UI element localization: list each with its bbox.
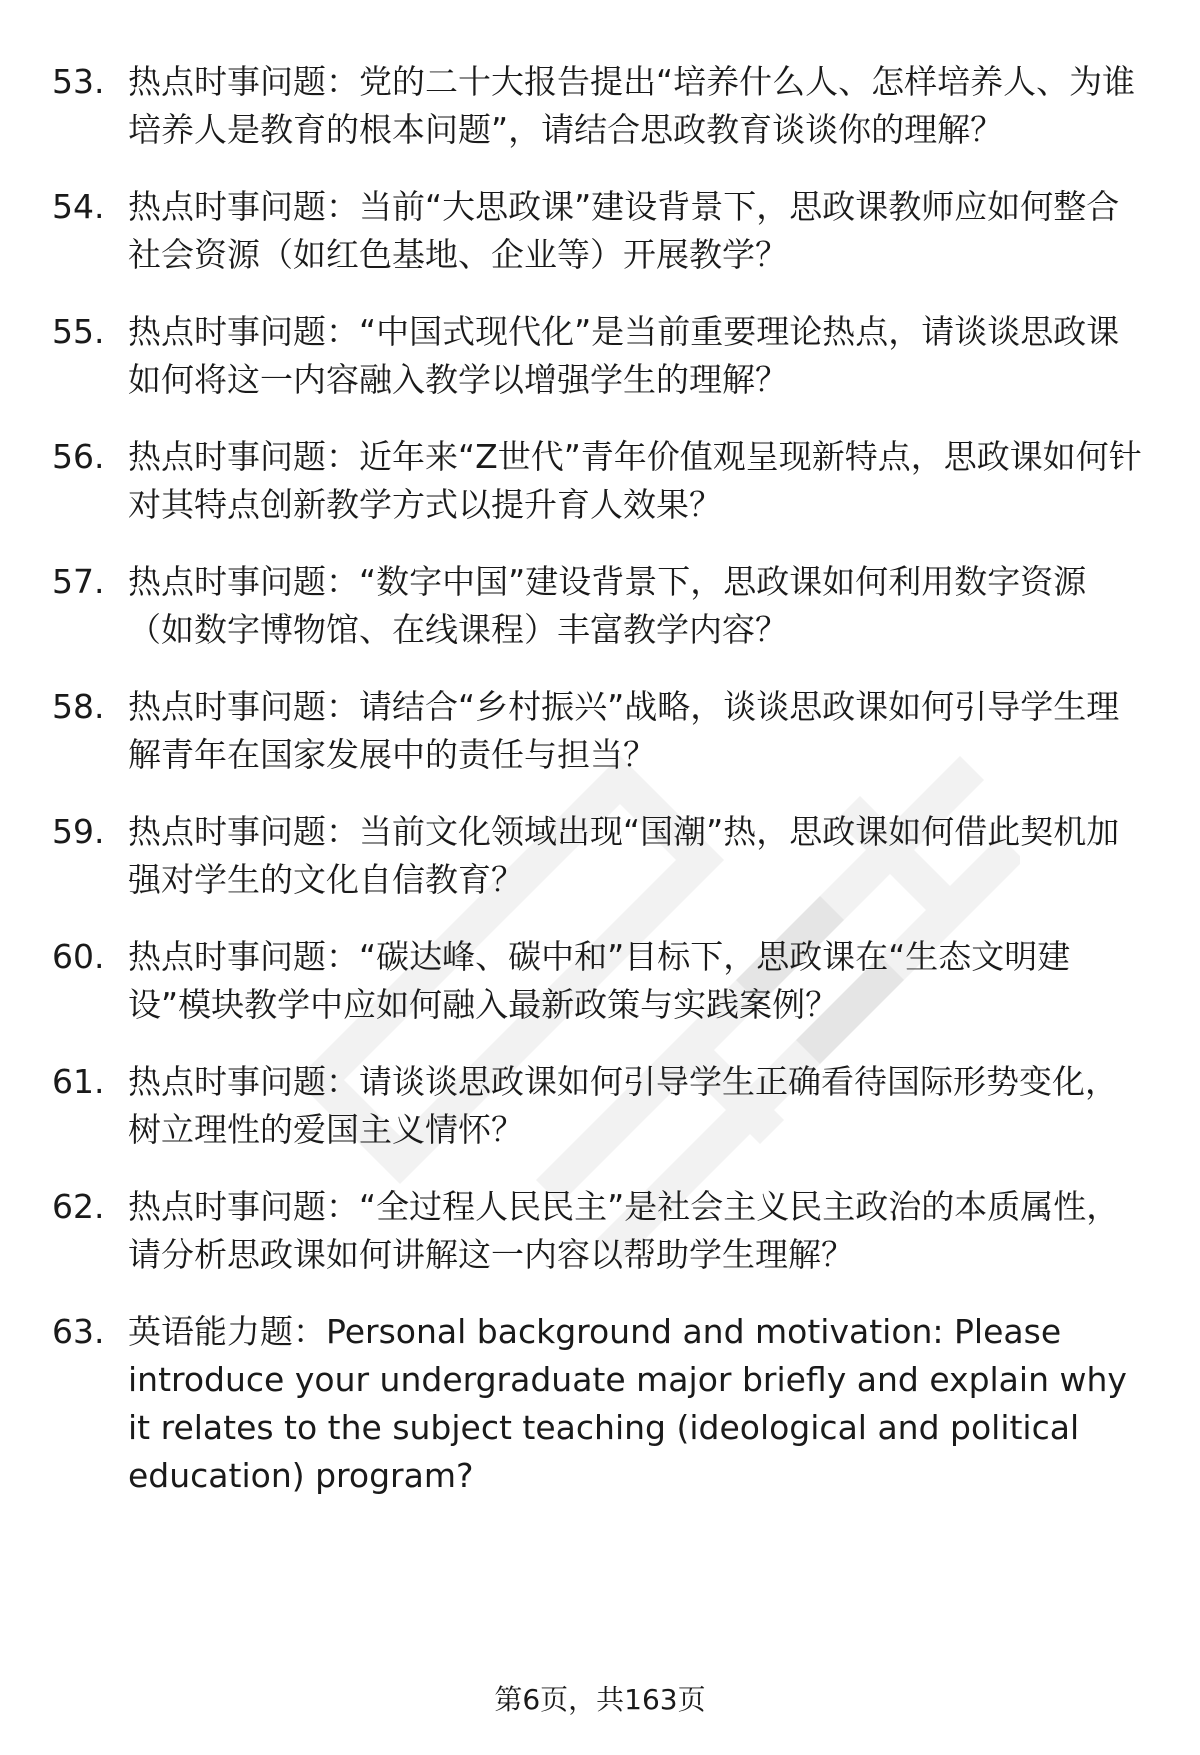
question-item <box>52 58 1142 154</box>
question-item <box>52 183 1142 279</box>
question-text: 热点时事问题：请谈谈思政课如何引导学生正确看待国际形势变化，树立理性的爱国主义情怀？ <box>128 1062 1118 1149</box>
question-item <box>52 1183 1142 1279</box>
question-item <box>52 1308 1142 1500</box>
question-item <box>52 433 1142 529</box>
question-number: 57. <box>52 562 105 601</box>
question-number: 59. <box>52 812 105 851</box>
question-list <box>52 58 1142 1529</box>
question-number: 56. <box>52 437 105 476</box>
question-item <box>52 1058 1142 1154</box>
question-text: 热点时事问题：“碳达峰、碳中和”目标下，思政课在“生态文明建设”模块教学中应如何融入最新政策与实践案例？ <box>128 937 1071 1024</box>
question-item <box>52 808 1142 904</box>
page-number-footer: 第6页，共163页 <box>494 1683 706 1716</box>
question-item <box>52 683 1142 779</box>
question-text: 热点时事问题：当前文化领域出现“国潮”热，思政课如何借此契机加强对学生的文化自信教育？ <box>128 812 1120 899</box>
question-text: 热点时事问题：近年来“Z世代”青年价值观呈现新特点，思政课如何针对其特点创新教学方式以提升育人效果？ <box>128 437 1142 524</box>
question-number: 54. <box>52 187 105 226</box>
question-text: 热点时事问题：“全过程人民民主”是社会主义民主政治的本质属性，请分析思政课如何讲解这一内容以帮助学生理解？ <box>128 1187 1120 1274</box>
question-text: 英语能力题：Personal background and motivation: Please introduce your undergraduate major briefly and explain why it relates to the subject teaching (ideological and political education) program? <box>128 1312 1127 1495</box>
question-item <box>52 933 1142 1029</box>
question-text: 热点时事问题：“数字中国”建设背景下，思政课如何利用数字资源（如数字博物馆、在线课程）丰富教学内容？ <box>128 562 1087 649</box>
question-item <box>52 308 1142 404</box>
question-text: 热点时事问题：当前“大思政课”建设背景下，思政课教师应如何整合社会资源（如红色基地、企业等）开展教学？ <box>128 187 1120 274</box>
question-number: 61. <box>52 1062 105 1101</box>
question-number: 55. <box>52 312 105 351</box>
question-text: 热点时事问题：党的二十大报告提出“培养什么人、怎样培养人、为谁培养人是教育的根本问题”，请结合思政教育谈谈你的理解？ <box>128 62 1136 149</box>
question-number: 58. <box>52 687 105 726</box>
question-item <box>52 558 1142 654</box>
question-number: 60. <box>52 937 105 976</box>
question-number: 62. <box>52 1187 105 1226</box>
question-text: 热点时事问题：请结合“乡村振兴”战略，谈谈思政课如何引导学生理解青年在国家发展中的责任与担当？ <box>128 687 1120 774</box>
question-number: 53. <box>52 62 105 101</box>
question-number: 63. <box>52 1312 105 1351</box>
question-text: 热点时事问题：“中国式现代化”是当前重要理论热点，请谈谈思政课如何将这一内容融入教学以增强学生的理解？ <box>128 312 1120 399</box>
